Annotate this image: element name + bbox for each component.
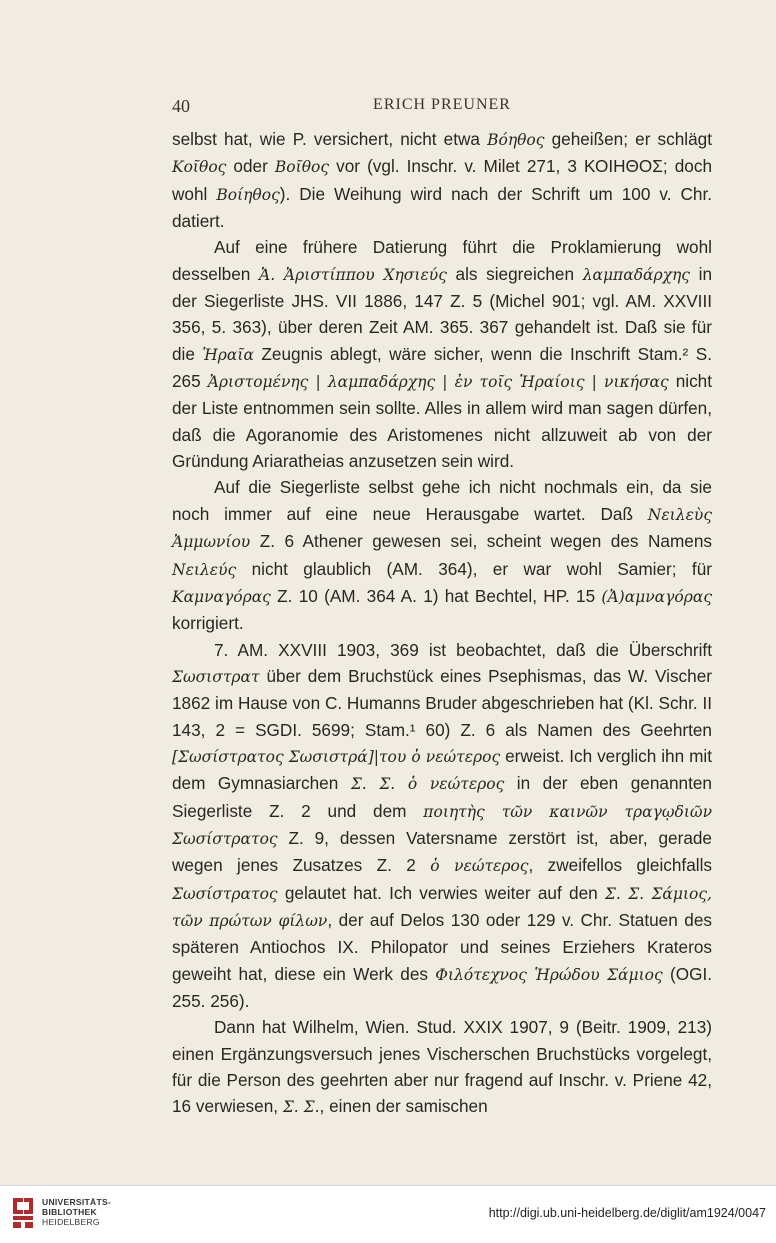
running-head-author: ERICH PREUNER [373,96,511,113]
greek-text: Σωσιστρατ [172,667,260,686]
library-name [42,1197,111,1227]
digital-library-footer [0,1185,776,1243]
paragraph [172,637,712,1015]
greek-text: λαμπαδάρχης [582,265,690,284]
text-segment: erweist. Ich verglich ihn mit dem Gymnasiarchen [172,745,712,794]
permalink-url[interactable]: http://digi.ub.uni-heidelberg.de/diglit/am1924/0047 [488,1206,766,1220]
text-segment: über dem Bruchstück eines Psephismas, das W. Vischer 1862 im Hause von C. Humanns Bruder abgeschrieben hat (Kl. Schr. II 143, 2 = SGDI. 5699; Stam.¹ 60) Z. 6 als Namen des Geehrten [172,665,712,740]
text-segment: , einen der samischen [319,1096,488,1117]
text-segment: (OGI. 255. 256). [172,963,712,1011]
text-segment: nicht der Liste entnommen sein sollte. Alles in allem wird man sagen dürfen, daß die Agoranomie des Aristomenes nicht allzuweit ab von der Gründung Ariaratheias anzusetzen sein wird. [172,371,713,472]
greek-text: Ἀριστομένης | λαμπαδάρχης | ἐν τοῖς Ἡραίοις | νικήσας [207,373,669,392]
greek-text: Ἡραῖα [202,345,254,364]
text-segment: als siegreichen [446,263,583,284]
text-segment: Zeugnis ablegt, wäre sicher, wenn die Inschrift Stam.² S. 265 [172,343,712,392]
text-segment: geheißen; er schlägt [544,129,712,149]
greek-text: (Ἀ)αμναγόρας [601,587,712,606]
greek-text: Σ. Σ. ὁ νεώτερος [350,775,505,794]
greek-text: Βόηθος [487,131,545,149]
text-segment: , der auf Delos 130 oder 129 v. Chr. Statuen des späteren Antiochos IX. Philopator und seines Erziehers Krateros geweiht hat, diese ein Werk des [172,909,712,984]
greek-text: Ἀ. Ἀριστίππου Χησιεύς [259,265,447,284]
university-library-logo-icon [10,1196,36,1230]
text-segment: 7. AM. XXVIII 1903, 369 ist beobachtet, daß die Überschrift [214,639,712,660]
greek-text: Φιλότεχνος Ἡρώδου Σάμιος [435,965,663,984]
text-segment: Dann hat Wilhelm, Wien. Stud. XXIX 1907, 9 (Beitr. 1909, 213) einen Ergänzungsversuch jenes Vischerschen Bruchstücks vorgelegt, für die Person des geehrten aber nur fragend auf Inschr. v. Priene 42, 16 verwiesen, [172,1017,712,1117]
text-segment: Auf die Siegerliste selbst gehe ich nicht nochmals ein, da sie noch immer auf eine neue Herausgabe wartet. Daß [172,477,712,524]
greek-text: Βοίηθος [216,185,280,204]
text-segment: Auf eine frühere Datierung führt die Proklamierung wohl desselben [172,237,712,284]
library-name-line2: BIBLIOTHEK [42,1207,97,1217]
text-segment: gelautet hat. Ich verwies weiter auf den [277,882,605,903]
paragraph [172,126,712,234]
library-name-line1: UNIVERSITÄTS- [42,1197,112,1207]
text-segment: nicht glaublich (AM. 364), er war wohl Samier; für [236,558,712,579]
greek-text: Βοῖθος [274,158,330,177]
library-name-line3: HEIDELBERG [42,1217,100,1227]
greek-text: Νειλεύς [172,560,237,579]
greek-text: Νειλεὺς Ἀμμωνίου [172,505,712,552]
text-segment: in der eben genannten Siegerliste Z. 2 und dem [172,773,712,821]
greek-text: Σ. Σ. Σάμιος, τῶν πρώτων φίλων [172,884,712,930]
text-segment: vor (vgl. Inschr. v. Milet 271, 3 ΚΟΙΗΘΟΣ; doch wohl [172,156,713,204]
greek-text: [Σωσίστρατος Σωσιστρά]|του ὁ νεώτερος [172,747,501,766]
text-segment: , zweifellos gleichfalls [528,855,713,876]
text-segment: Z. 10 (AM. 364 A. 1) hat Bechtel, HP. 15 [270,585,602,606]
body-text [172,126,712,1121]
paragraph [172,474,712,636]
greek-text: ποιητὴς τῶν καινῶν τραγῳδιῶν Σωσίστρατος [172,802,712,848]
text-segment: in der Siegerliste JHS. VII 1886, 147 Z. 5 (Michel 901; vgl. AM. XXVIII 356, 5. 363), über deren Zeit AM. 365. 367 gehandelt ist. Daß sie für die [172,263,713,364]
page-number: 40 [172,96,190,116]
text-segment: korrigiert. [172,613,244,634]
running-head [172,96,712,120]
text-segment: selbst hat, wie P. versichert, nicht etwa [172,129,488,149]
text-segment: Z. 9, dessen Vatersname zerstört ist, aber, gerade wegen jenes Zusatzes Z. 2 [172,827,712,876]
text-segment: Z. 6 Athener gewesen sei, scheint wegen des Namens [250,531,712,552]
greek-text: ὁ νεώτερος [430,857,529,876]
greek-text: Σωσίστρατος [172,884,278,903]
text-segment: ). Die Weihung wird nach der Schrift um 100 v. Chr. datiert. [172,183,712,232]
greek-text: Κοῖθος [172,158,227,177]
text-segment: oder [226,156,275,177]
greek-text: Σ. Σ. [282,1098,320,1117]
greek-text: Καμναγόρας [172,587,271,606]
paragraph [172,234,712,474]
paragraph [172,1014,712,1120]
